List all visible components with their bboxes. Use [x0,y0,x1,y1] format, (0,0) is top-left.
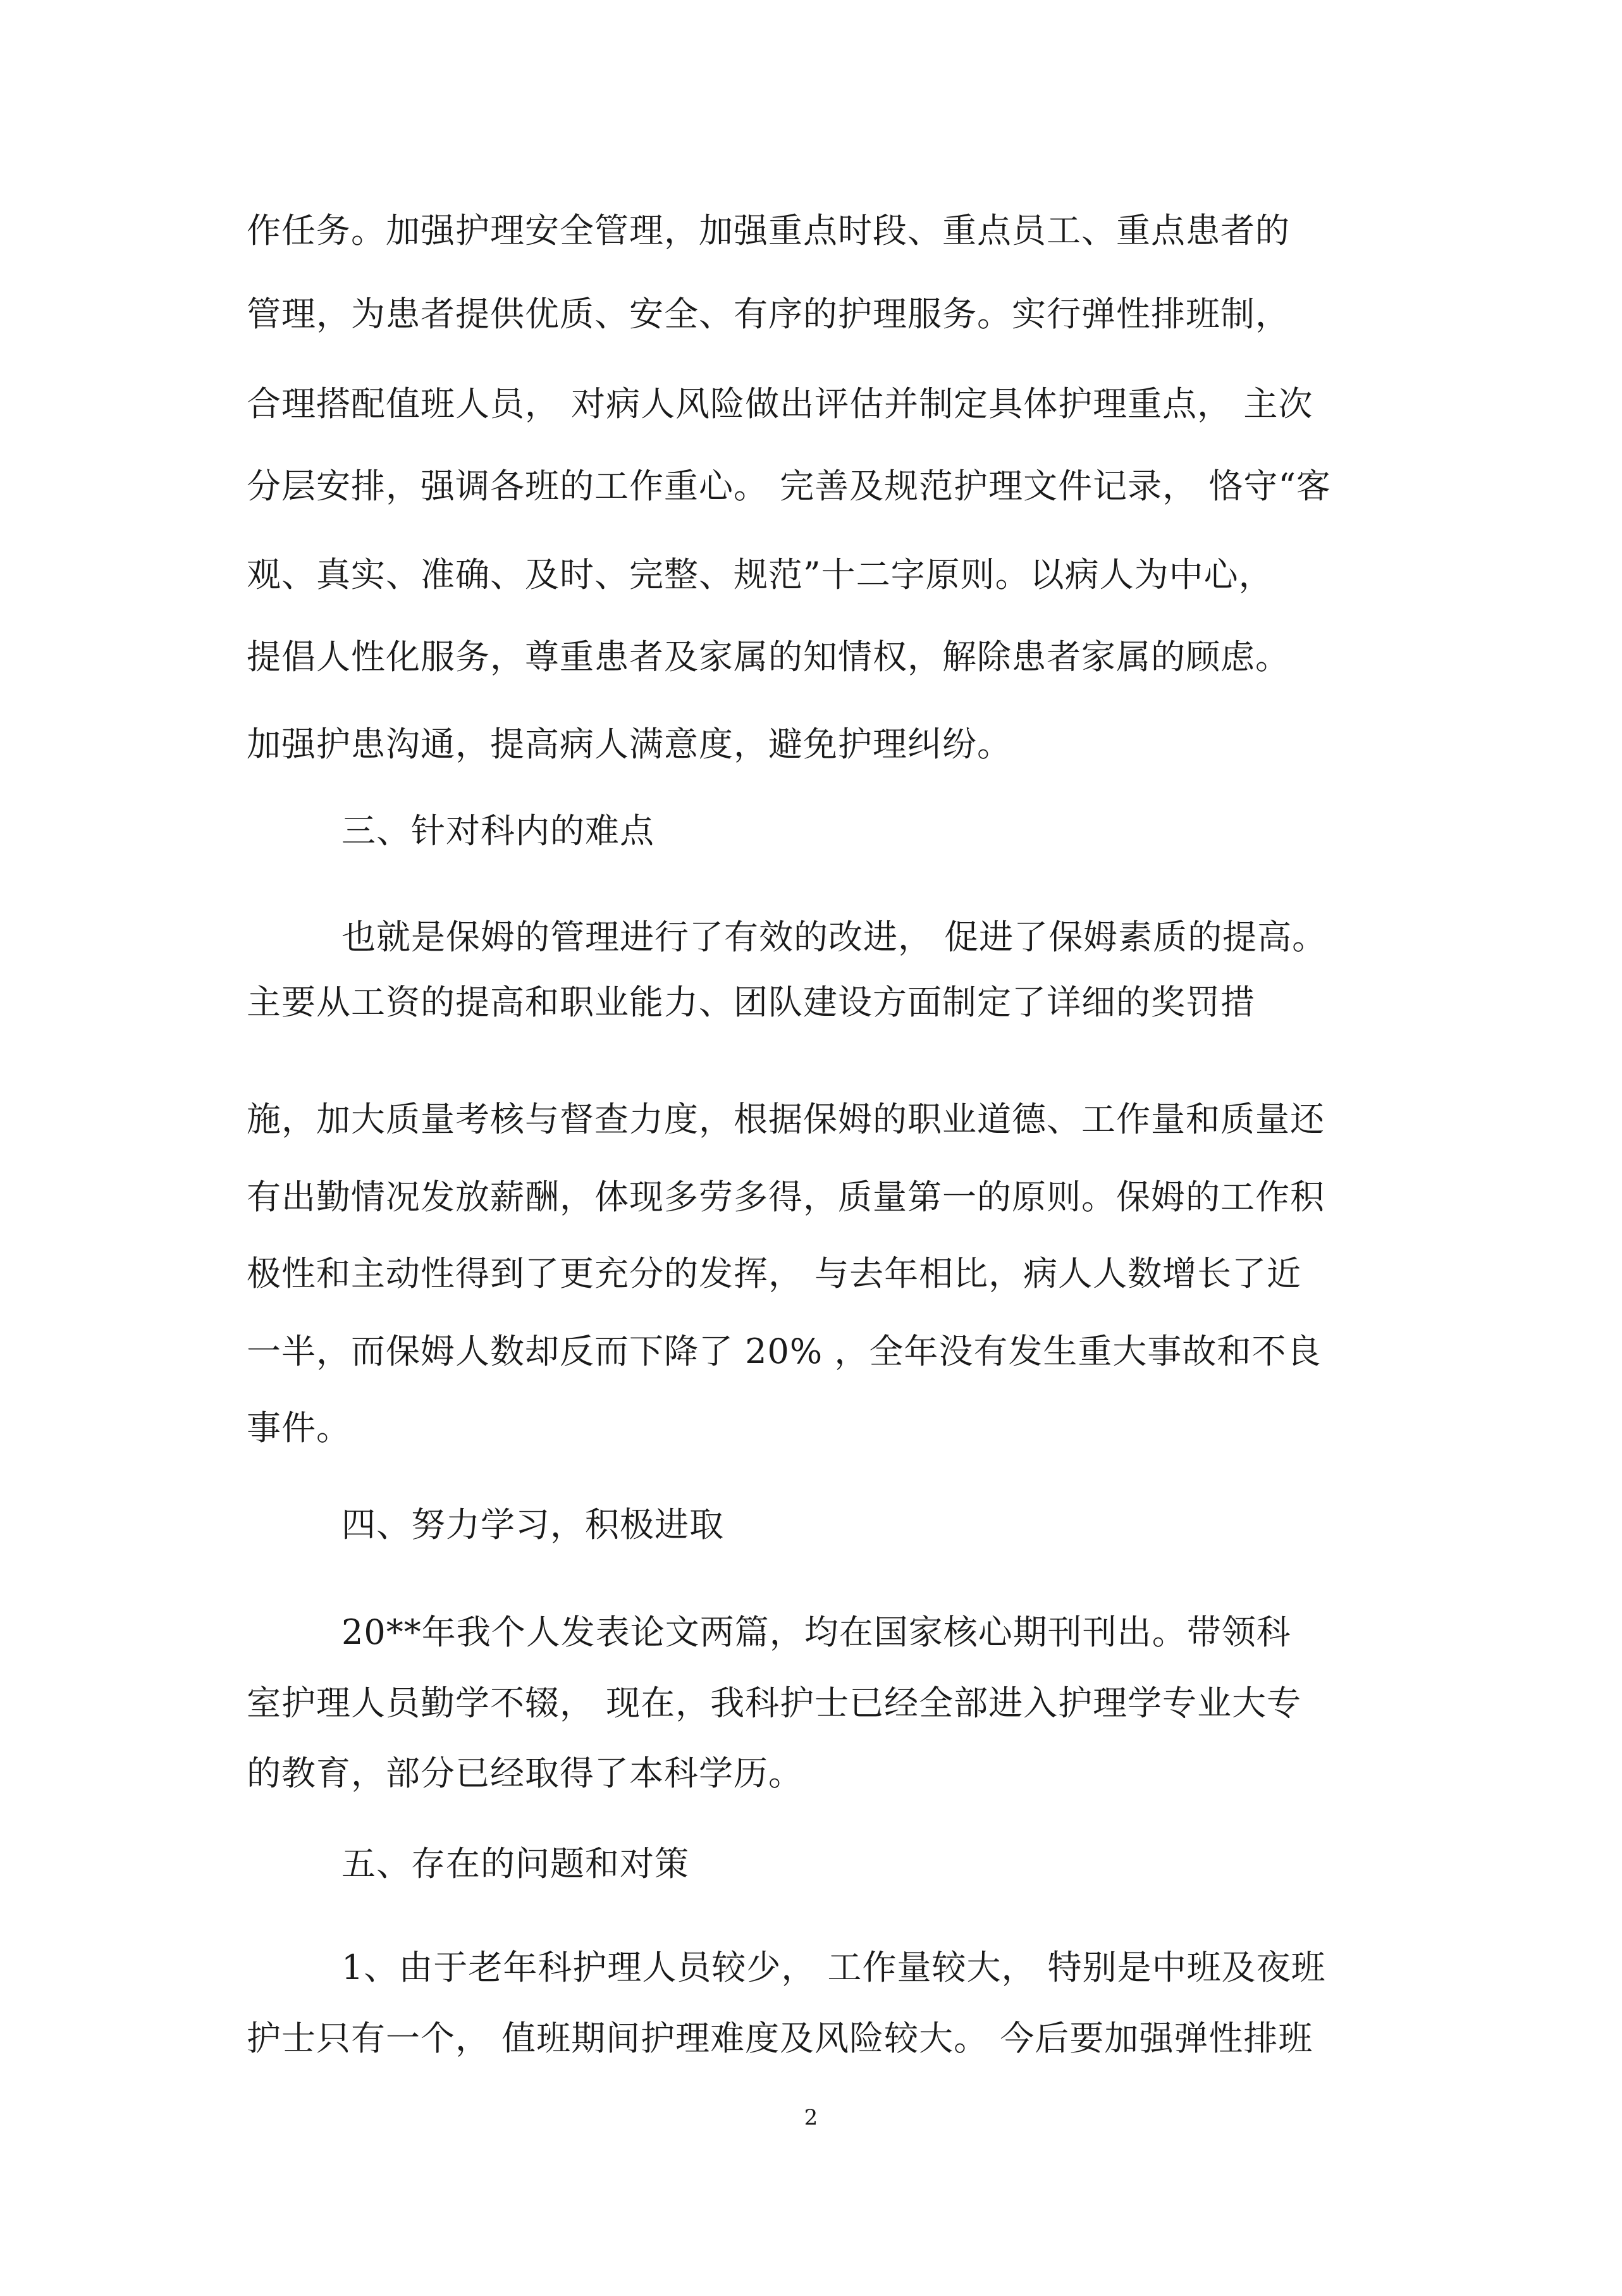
text-line: 观、真实、准确、及时、完整、规范”十二字原则。以病人为中心， [247,555,1274,595]
text-line: 1、由于老年科护理人员较少， 工作量较大， 特别是中班及夜班 [341,1947,1326,1987]
text-line: 的教育，部分已经取得了本科学历。 [247,1753,803,1793]
text-line: 分层安排，强调各班的工作重心。 完善及规范护理文件记录， 恪守“客 [247,466,1331,506]
text-line: 室护理人员勤学不辍， 现在，我科护士已经全部进入护理学专业大专 [247,1683,1302,1723]
text-line: 主要从工资的提高和职业能力、团队建设方面制定了详细的奖罚措 [247,982,1255,1022]
text-line: 管理，为患者提供优质、安全、有序的护理服务。实行弹性排班制， [247,294,1290,334]
text-line: 一半，而保姆人数却反而下降了 20% ，全年没有发生重大事故和不良 [247,1331,1322,1371]
text-line: 也就是保姆的管理进行了有效的改进， 促进了保姆素质的提高。 [341,917,1327,957]
section-heading: 四、努力学习，积极进取 [341,1505,724,1545]
text-line: 作任务。加强护理安全管理，加强重点时段、重点员工、重点患者的 [247,211,1290,250]
section-heading: 三、针对科内的难点 [341,811,654,851]
text-line: 护士只有一个， 值班期间护理难度及风险较大。 今后要加强弹性排班 [247,2018,1313,2058]
page-number: 2 [804,2105,818,2130]
text-line: 加强护患沟通，提高病人满意度，避免护理纠纷。 [247,724,1012,764]
text-line: 事件。 [247,1408,351,1448]
text-line: 极性和主动性得到了更充分的发挥， 与去年相比，病人人数增长了近 [247,1254,1302,1293]
text-line: 20**年我个人发表论文两篇，均在国家核心期刊刊出。带领科 [341,1612,1291,1652]
text-line: 合理搭配值班人员， 对病人风险做出评估并制定具体护理重点， 主次 [247,384,1313,424]
text-line: 有出勤情况发放薪酬，体现多劳多得，质量第一的原则。保姆的工作积 [247,1177,1325,1217]
section-heading: 五、存在的问题和对策 [341,1844,689,1884]
text-line: 施，加大质量考核与督查力度，根据保姆的职业道德、工作量和质量还 [247,1099,1325,1139]
text-line: 提倡人性化服务，尊重患者及家属的知情权，解除患者家属的顾虑。 [247,637,1290,677]
